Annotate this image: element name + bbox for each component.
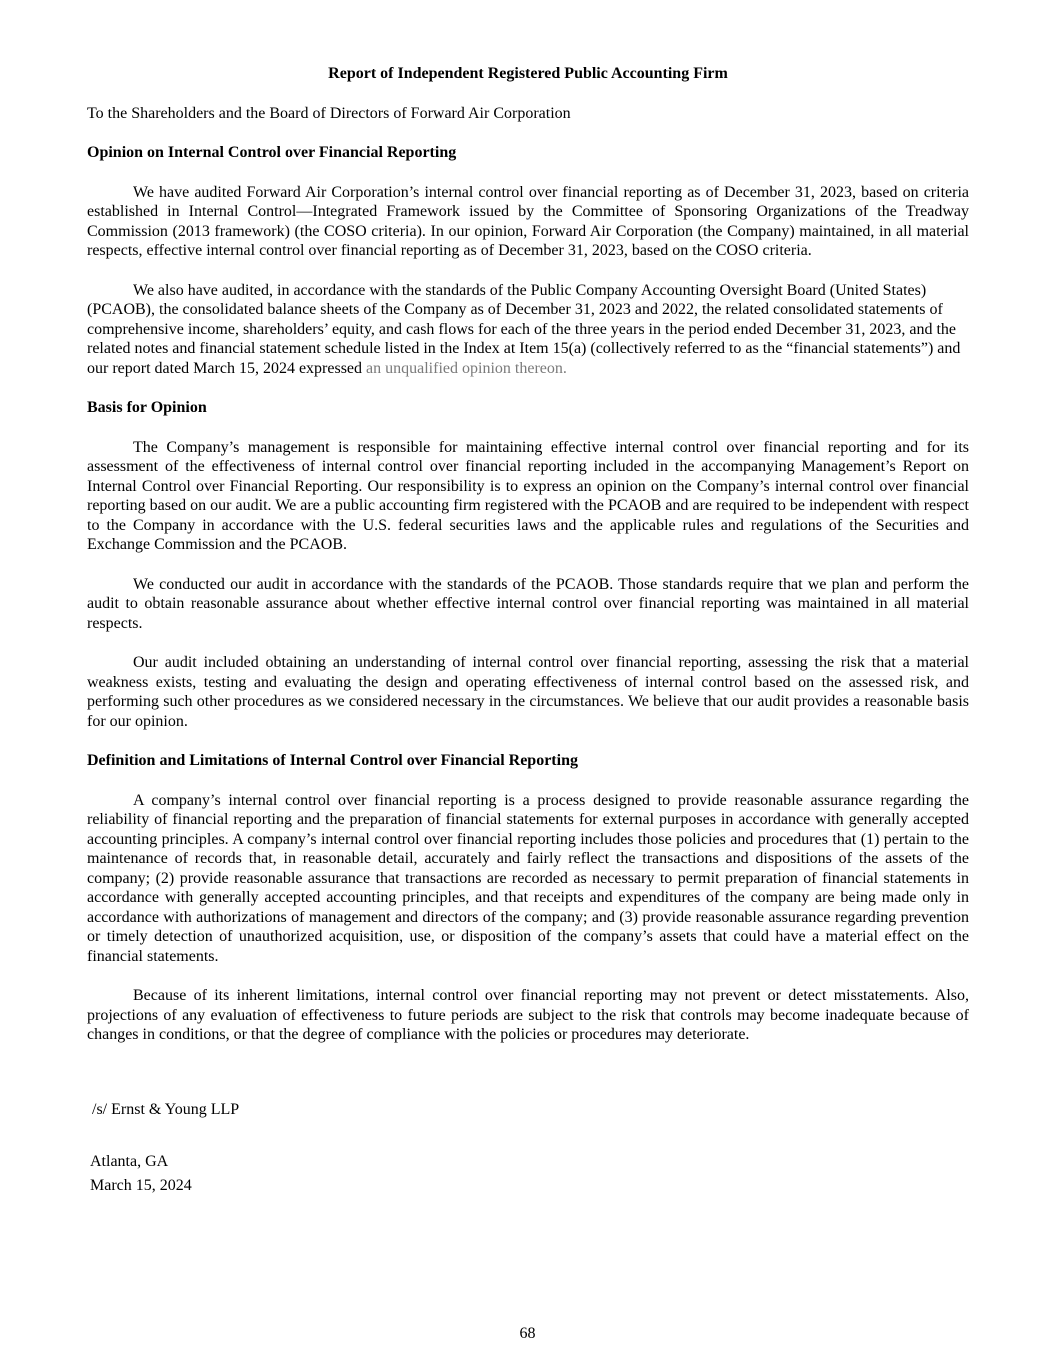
signature-date: March 15, 2024 xyxy=(90,1176,192,1194)
signature-city-state: Atlanta, GA xyxy=(90,1153,169,1170)
paragraph-audit-opinion: We have audited Forward Air Corporation’s internal control over financial reporting as of December 31, 2023, based on criteria established in Internal Control—Integrated Framework issued by the Committee of Sponsoring Organizations of the Treadway Commission (2013 framework) (the COSO criteria). In our opinion, Forward Air Corporation (the Company) maintained, in all material respects, effective internal control over financial reporting as of December 31, 2023, based on the COSO criteria. xyxy=(87,183,969,259)
auditor-signature: /s/ Ernst & Young LLP xyxy=(92,1100,240,1118)
paragraph-inherent-limitations: Because of its inherent limitations, internal control over financial reporting may not prevent or detect misstatements. Also, projections of any evaluation of effectiveness to future periods are subject to the risk that controls may become inadequate because of changes in conditions, or that the degree of compliance with the policies or procedures may deteriorate. xyxy=(87,987,969,1043)
paragraph-audit-standards: We conducted our audit in accordance with the standards of the PCAOB. Those standards require that we plan and perform the audit to obtain reasonable assurance about whether effective internal control over financial reporting was maintained in all material respects. xyxy=(87,575,969,632)
heading-opinion-on-internal-control: Opinion on Internal Control over Financial Reporting xyxy=(87,144,457,161)
paragraph-internal-control-definition: A company’s internal control over financial reporting is a process designed to provide reasonable assurance regarding the reliability of financial reporting and the preparation of financial statements for external purposes in accordance with generally accepted accounting principles. A company’s internal control over financial reporting includes those policies and procedures that (1) pertain to the maintenance of records that, in reasonable detail, accurately and fairly reflect the transactions and dispositions of the assets of the company; (2) provide reasonable assurance that transactions are recorded as necessary to permit preparation of financial statements in accordance with generally accepted accounting principles, and that receipts and expenditures of the company are being made only in accordance with authorizations of management and directors of the company; and (3) provide reasonable assurance regarding prevention or timely detection of unauthorized acquisition, use, or disposition of the company’s assets that could have a material effect on the financial statements. xyxy=(87,791,969,965)
document-title: Report of Independent Registered Public Accounting Firm xyxy=(328,65,728,82)
paragraph-audit-procedures: Our audit included obtaining an understanding of internal control over financial reporting, assessing the risk that a material weakness exists, testing and evaluating the design and operating effectiveness of internal control based on the assessed risk, and performing such other procedures as we considered necessary in the circumstances. We believe that our audit provides a reasonable basis for our opinion. xyxy=(87,654,969,730)
heading-definition-and-limitations: Definition and Limitations of Internal Control over Financial Reporting xyxy=(87,752,578,769)
paragraph-financial-statements-main-text: We also have audited, in accordance with the standards of the Public Company Accounting Oversight Board (United States) (PCAOB), the consolidated balance sheets of the Company as of December 31, 2023 and 2022, the related consolidated statements of comprehensive income, shareholders’ equity, and cash flows for each of the three years in the period ended December 31, 2023, and the related notes and financial statement schedule listed in the Index at Item 15(a) (collectively referred to as the “financial statements”) and our report dated March 15, 2024 expressed xyxy=(87,281,961,377)
page-number: 68 xyxy=(519,1324,536,1342)
paragraph-management-responsibility: The Company’s management is responsible for maintaining effective internal control over financial reporting and for its assessment of the effectiveness of internal control over financial reporting included in the accompanying Management’s Report on Internal Control over Financial Reporting. Our responsibility is to express an opinion on the Company’s internal control over financial reporting based on our audit. We are a public accounting firm registered with the PCAOB and are required to be independent with respect to the Company in accordance with the U.S. federal securities laws and the applicable rules and regulations of the Securities and Exchange Commission and the PCAOB. xyxy=(87,438,969,553)
salutation-line: To the Shareholders and the Board of Directors of Forward Air Corporation xyxy=(87,104,571,122)
paragraph-financial-statements-audit xyxy=(87,281,969,379)
unqualified-opinion-gray-text: an unqualified opinion thereon. xyxy=(366,359,567,377)
heading-basis-for-opinion: Basis for Opinion xyxy=(87,399,207,416)
